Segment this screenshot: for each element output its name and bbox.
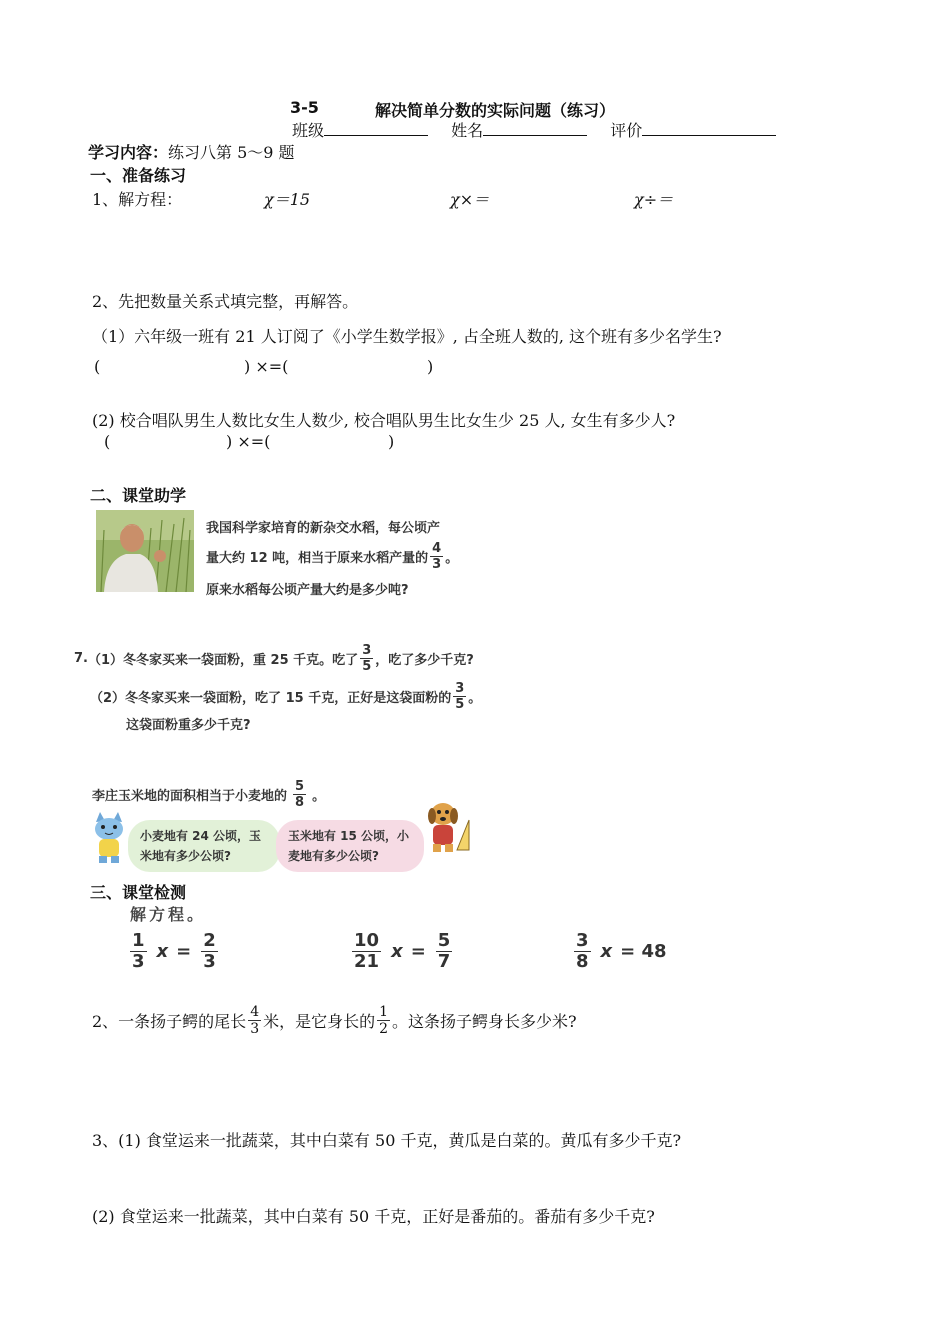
eval-field[interactable]	[642, 121, 776, 136]
eq3-rhs: = 48	[620, 941, 667, 962]
rice-fraction	[430, 542, 443, 571]
section3-sub: 解方程。	[130, 905, 207, 924]
eq3-variable: x	[600, 941, 613, 962]
rice-line-2-b: 。	[445, 551, 459, 566]
check-q2-b: 米，是它身长的	[263, 1012, 376, 1031]
eval-label: 评价	[610, 121, 643, 140]
equation-1: χ＝15	[264, 190, 311, 209]
q1-label: 1、解方程：	[92, 190, 183, 209]
class-label: 班级	[292, 121, 325, 140]
q2-2-blank-mid: ) ×=(	[226, 432, 271, 451]
q7-1-a: （1）冬冬家买来一袋面粉，重 25 千克。吃了	[87, 653, 359, 668]
equation-2: χ×＝	[450, 190, 490, 209]
corn-frac-numerator: 5	[295, 779, 305, 794]
check-q2-fraction-1	[248, 1005, 261, 1036]
q7-2-line-2: 这袋面粉重多少千克?	[126, 718, 251, 733]
check-q2-frac1-denominator: 3	[250, 1021, 260, 1037]
page-title: 解决简单分数的实际问题（练习）	[375, 101, 616, 120]
q7-1-frac-denominator: 5	[362, 659, 372, 674]
q2-1-blank-close: )	[427, 357, 434, 376]
cat-cartoon-icon	[90, 812, 128, 864]
q2-2-text: (2) 校合唱队男生人数比女生人数少, 校合唱队男生比女生少 25 人, 女生有多少人?	[92, 411, 676, 430]
eq2-rhs-denominator: 7	[437, 951, 451, 972]
q7-1-frac-numerator: 3	[362, 643, 372, 658]
q7-2	[90, 682, 481, 711]
q7-2-fraction	[453, 682, 466, 711]
speech-bubble-right: 玉米地有 15 公顷，小麦地有多少公顷?	[276, 820, 424, 872]
eq2-variable: x	[391, 941, 403, 962]
check-q2	[92, 1005, 577, 1036]
scientist-rice-photo	[96, 510, 194, 592]
check-q2-frac1-numerator: 4	[250, 1004, 260, 1020]
eq1-variable: x	[156, 941, 169, 962]
q7-1-b: ，吃了多少千克?	[375, 653, 474, 668]
eq3-coef-denominator: 8	[576, 951, 589, 972]
q2-1-blank-mid: ) ×=(	[244, 357, 289, 376]
rice-line-1: 我国科学家培育的新杂交水稻，每公顷产	[206, 521, 441, 536]
eq1-coef-fraction	[130, 932, 147, 971]
corn-a: 李庄玉米地的面积相当于小麦地的	[92, 789, 288, 804]
dog-cartoon-icon	[425, 800, 471, 858]
q2-label: 2、先把数量关系式填完整，再解答。	[92, 292, 359, 311]
check-q2-frac2-denominator: 2	[379, 1021, 389, 1037]
eq3-coef-fraction	[574, 932, 591, 971]
corn-question	[92, 780, 325, 809]
check-equation-1	[128, 932, 220, 971]
check-q2-c: 。这条扬子鳄身长多少米?	[392, 1012, 577, 1031]
check-q3-1: 3、(1) 食堂运来一批蔬菜，其中白菜有 50 千克，黄瓜是白菜的。黄瓜有多少千克?	[92, 1131, 682, 1150]
title-number: 3-5	[290, 98, 319, 117]
rice-line-2	[206, 542, 458, 571]
info-line	[292, 118, 776, 141]
rice-frac-numerator: 4	[432, 541, 442, 556]
speech-bubble-left: 小麦地有 24 公顷，玉米地有多少公顷?	[128, 820, 280, 872]
eq2-rhs-fraction	[436, 932, 453, 971]
eq2-coef-denominator: 21	[354, 951, 380, 972]
check-equation-3	[572, 932, 667, 971]
name-label: 姓名	[451, 121, 484, 140]
q7-1	[74, 644, 474, 673]
eq3-coef-numerator: 3	[576, 930, 589, 951]
q2-1-blank-open: (	[94, 357, 101, 376]
check-q3-2: (2) 食堂运来一批蔬菜，其中白菜有 50 千克，正好是番茄的。番茄有多少千克?	[92, 1207, 655, 1226]
corn-b: 。	[312, 789, 326, 804]
equation-3: χ÷＝	[634, 190, 674, 209]
check-q2-a: 2、一条扬子鳄的尾长	[92, 1012, 247, 1031]
q2-2-blank-open: (	[104, 432, 111, 451]
q7-number: 7.	[74, 651, 88, 666]
q7-1-fraction	[360, 644, 373, 673]
corn-fraction	[293, 780, 306, 809]
rice-line-3: 原来水稻每公顷产量大约是多少吨?	[206, 583, 409, 598]
content-label: 学习内容：	[88, 143, 169, 162]
eq2-rhs-numerator: 5	[437, 930, 451, 951]
eq1-equals: =	[176, 941, 192, 962]
q7-2-a: （2）冬冬家买来一袋面粉，吃了 15 千克，正好是这袋面粉的	[90, 691, 452, 706]
eq1-rhs-denominator: 3	[203, 951, 216, 972]
q7-2-b: 。	[468, 691, 482, 706]
section2-heading: 二、课堂助学	[90, 486, 187, 505]
rice-frac-denominator: 3	[432, 557, 442, 572]
q7-2-frac-numerator: 3	[455, 681, 465, 696]
name-field[interactable]	[483, 121, 587, 136]
eq1-rhs-fraction	[201, 932, 218, 971]
check-q2-fraction-2	[377, 1005, 390, 1036]
q7-2-frac-denominator: 5	[455, 697, 465, 712]
check-equation-2	[350, 932, 454, 971]
content-text: 练习八第 5～9 题	[168, 143, 295, 162]
eq2-coef-numerator: 10	[354, 930, 380, 951]
corn-frac-denominator: 8	[295, 795, 305, 810]
eq2-coef-fraction	[352, 932, 381, 971]
rice-line-2-a: 量大约 12 吨，相当于原来水稻产量的	[206, 551, 429, 566]
section1-heading: 一、准备练习	[90, 166, 187, 185]
q2-2-blank-close: )	[388, 432, 395, 451]
content-line	[88, 140, 295, 163]
eq1-coef-numerator: 1	[132, 930, 145, 951]
class-field[interactable]	[324, 121, 428, 136]
q2-1-text: （1）六年级一班有 21 人订阅了《小学生数学报》, 占全班人数的, 这个班有多少名学生?	[92, 327, 722, 346]
section3-heading: 三、课堂检测	[90, 883, 187, 902]
eq2-equals: =	[410, 941, 426, 962]
eq1-coef-denominator: 3	[132, 951, 145, 972]
eq1-rhs-numerator: 2	[203, 930, 216, 951]
check-q2-frac2-numerator: 1	[379, 1004, 389, 1020]
